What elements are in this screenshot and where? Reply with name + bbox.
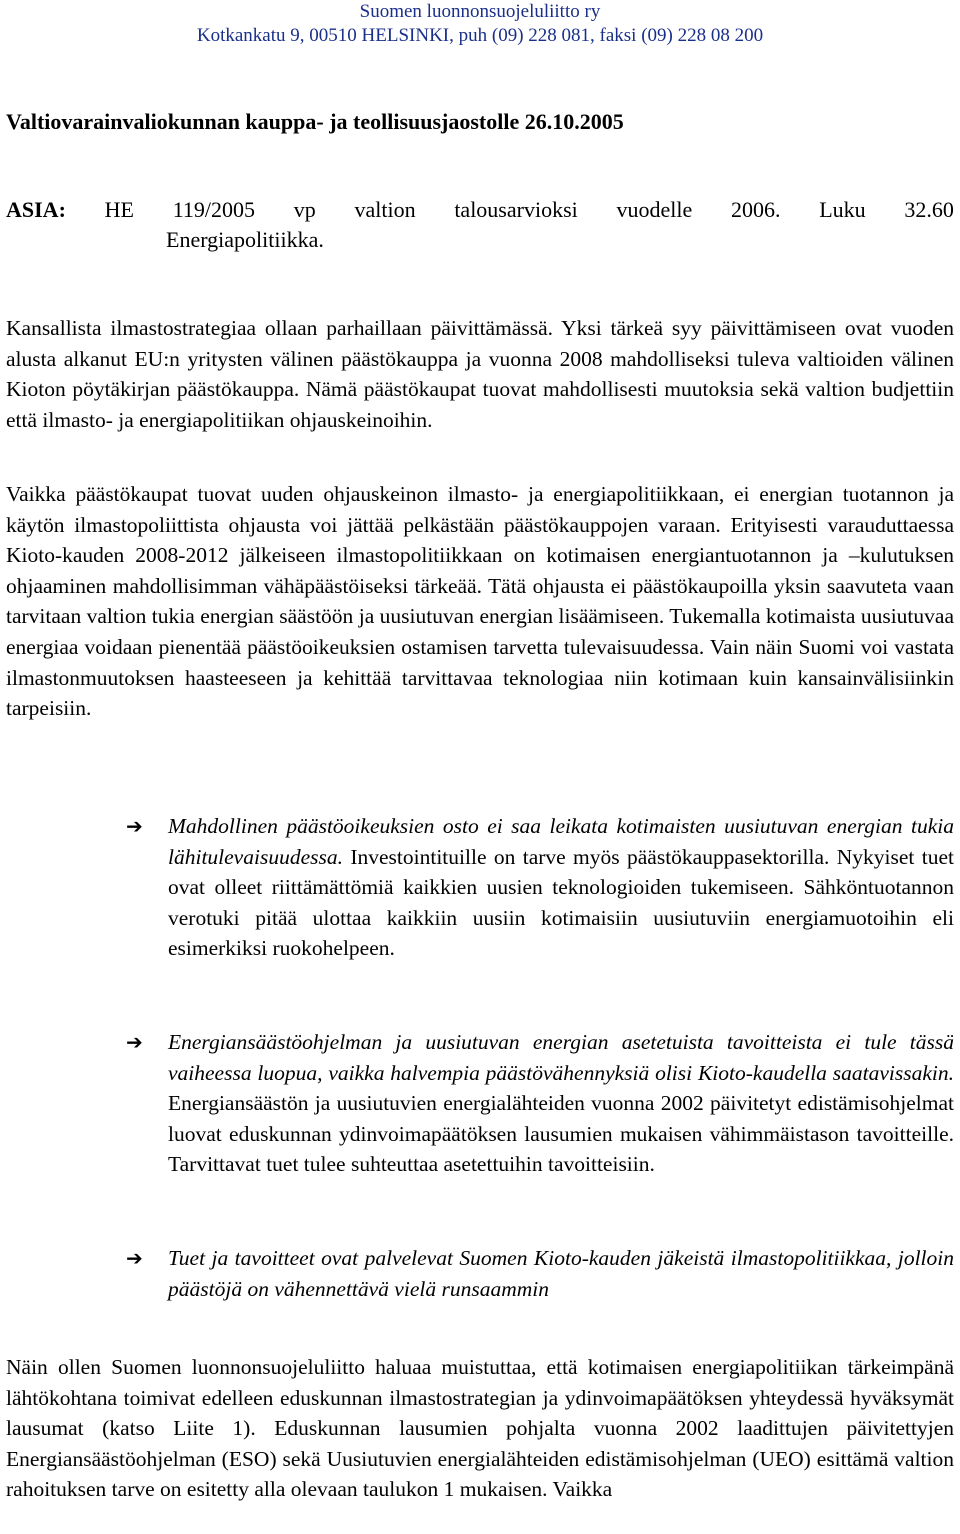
- subject-word: 2006.: [730, 197, 781, 222]
- bullet-lead: Energiansäästöohjelman ja uusiutuvan energian asetetuista tavoitteista ei tule tässä vaiheessa luopua, vaikka halvempia päästövähennyksiä olisi Kioto-kaudella saatavissakin.: [168, 1030, 954, 1085]
- bullet-text: [168, 1243, 954, 1304]
- subject-word: HE: [104, 197, 134, 222]
- subject-label: ASIA:: [6, 197, 66, 222]
- subject-word: talousarvioksi: [454, 197, 578, 222]
- paragraph-conclusion: Näin ollen Suomen luonnonsuojeluliitto haluaa muistuttaa, että kotimaisen energiapolitiikan tärkeimpänä lähtökohtana toimivat edelleen eduskunnan ilmastostrategian ja ydinvoimapäätöksen yhteydessä hyväksymät lausumat (katso Liite 1). Eduskunnan lausumien pohjalta vuonna 2002 laadittujen päivitettyjen Energiansäästöohjelman (ESO) sekä Uusiutuvien energialähteiden edistämisohjelman (UEO) esittämä valtion rahoituksen tarve on esitetty alla olevaan taulukon 1 mukaisen. Vaikka: [6, 1355, 954, 1502]
- bullet-lead: Mahdollinen päästöoikeuksien osto ei saa leikata kotimaisten uusiutuvan energian tukia lähitulevaisuudessa.: [168, 814, 954, 869]
- letterhead-org: Suomen luonnonsuojeluliitto ry: [359, 1, 601, 22]
- bullet-item: [126, 811, 954, 964]
- subject-word: Luku: [819, 197, 866, 222]
- arrow-right-icon: ➔: [126, 1030, 143, 1054]
- bullet-text: [168, 1027, 954, 1180]
- bullet-item: [126, 1027, 954, 1180]
- subject-continuation: Energiapolitiikka.: [166, 227, 324, 252]
- subject-word: vuodelle: [616, 197, 693, 222]
- subject-word: vp: [293, 197, 316, 222]
- subject-word: 32.60: [904, 197, 954, 222]
- paragraph-emissions-trading: Vaikka päästökaupat tuovat uuden ohjauskeinon ilmasto- ja energiapolitiikkaan, ei energian tuotannon ja käytön ilmastopoliittista ohjausta voi jättää pelkästään päästökauppojen varaan. Erityisesti varauduttaessa Kioto-kauden 2008-2012 jälkeiseen ilmastopolitiikkaan on kotimaisen energiantuotannon ja –kulutuksen ohjaaminen mahdollisimman vähäpäästöiseksi tärkeää. Tätä ohjausta ei päästökaupoilla yksin saavuteta vaan tarvitaan valtion tukia energian säästöön ja uusiutuvan energian lisäämiseen. Tukemalla kotimaista uusiutuvaa energiaa voidaan pienentää päästöoikeuksien ostamisen tarvetta tulevaisuudessa. Vain näin Suomi voi vastata ilmastonmuutoksen haasteeseen ja kehittää tarvittavaa teknologiaa niin kotimaan kuin kansainvälisiinkin tarpeisiin.: [6, 482, 954, 721]
- arrow-right-icon: ➔: [126, 814, 143, 838]
- letterhead-address: Kotkankatu 9, 00510 HELSINKI, puh (09) 228 081, faksi (09) 228 08 200: [196, 25, 764, 46]
- bullet-body: Investointituille on tarve myös päästökauppasektorilla. Nykyiset tuet ovat olleet riittämättömiä kaikkien uusien teknologioiden tukemiseen. Sähköntuotannon verotuki pitää ulottaa kaikkiin uusiin kotimaisiin uusiutuviin energiamuotoihin eli esimerkiksi ruokohelpeen.: [168, 844, 954, 961]
- bullet-body: Energiansäästön ja uusiutuvien energialähteiden vuonna 2002 päivitetyt edistämisohjelmat luovat eduskunnan ydinvoimapäätöksen lausumien mukaisen vähimmäistason tavoitteille. Tarvittavat tuet tulee suhteuttaa asetettuihin tavoitteisiin.: [168, 1091, 954, 1177]
- recipient-heading: Valtiovarainvaliokunnan kauppa- ja teollisuusjaostolle 26.10.2005: [6, 109, 624, 134]
- subject-block: [6, 195, 954, 255]
- paragraph-climate-strategy: Kansallista ilmastostrategiaa ollaan parhaillaan päivittämässä. Yksi tärkeä syy päivittämiseen ovat vuoden alusta alkanut EU:n yritysten välinen päästökauppa ja vuonna 2008 mahdolliseksi tuleva valtioiden välinen Kioton pöytäkirjan päästökauppa. Nämä päästökaupat tuovat mahdollisesti muutoksia sekä valtion budjettiin että ilmasto- ja energiapolitiikan ohjauskeinoihin.: [6, 316, 954, 432]
- bullet-lead: Tuet ja tavoitteet ovat palvelevat Suomen Kioto-kauden jäkeistä ilmastopolitiikkaa, jolloin päästöjä on vähennettävä vielä runsaammin: [168, 1246, 954, 1301]
- bullet-text: [168, 811, 954, 964]
- bullet-item: [126, 1243, 954, 1304]
- arrow-right-icon: ➔: [126, 1246, 143, 1270]
- subject-word: valtion: [354, 197, 416, 222]
- subject-word: 119/2005: [172, 197, 255, 222]
- subject-line: [6, 195, 954, 225]
